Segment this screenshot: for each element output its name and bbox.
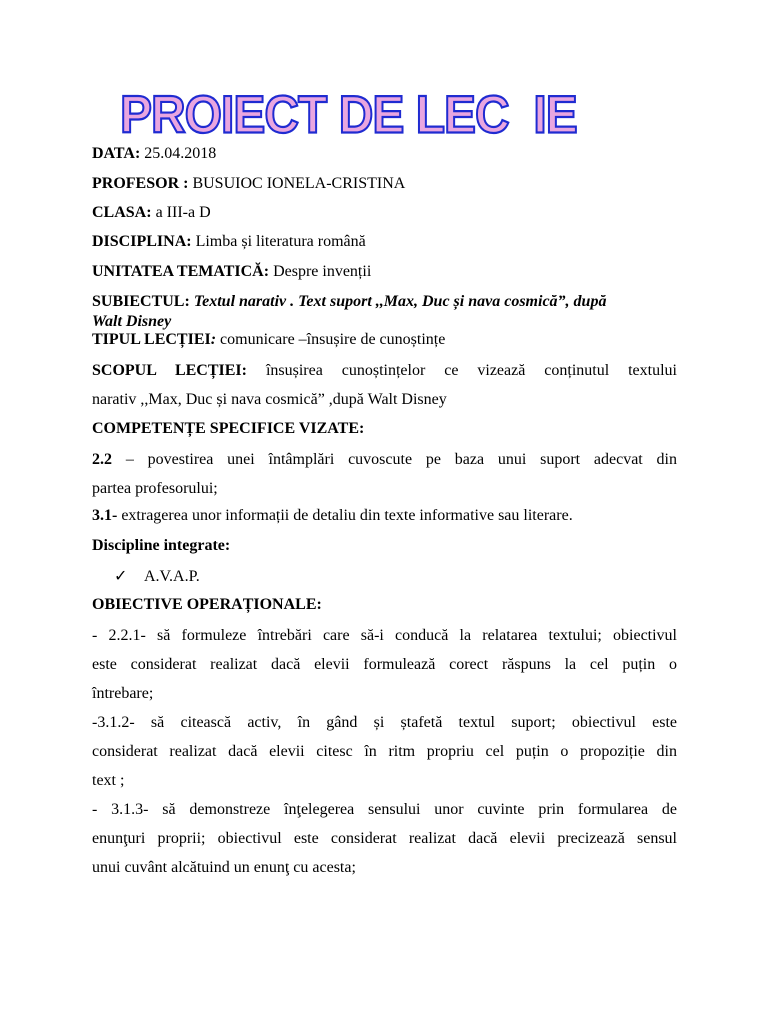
competenta-3-1-code: 3.1-: [92, 507, 118, 524]
tipul-label: TIPUL LECȚIEI: [92, 331, 211, 348]
subiectul-value-1: Textul narativ . Text suport ,,Max, Duc și nava cosmică”, după: [193, 293, 607, 310]
obiectiv-1-line-3: întrebare;: [92, 685, 154, 702]
obiective-heading: OBIECTIVE OPERAȚIONALE:: [92, 596, 322, 613]
subiectul-label: SUBIECTUL:: [92, 293, 190, 310]
competenta-2-2: [92, 445, 677, 503]
field-tipul: [92, 331, 445, 349]
competenta-2-2-text-2: partea profesorului;: [92, 480, 218, 497]
discipline-heading: Discipline integrate:: [92, 537, 231, 554]
obiectiv-3: [92, 795, 677, 882]
wordart-title: PROIECT DE LEC IE: [120, 86, 577, 145]
scopul-value-1: însușirea cunoștințelor ce vizează conținutul textului: [265, 362, 677, 379]
competenta-2-2-code: 2.2: [92, 451, 112, 468]
discipline-item: [114, 566, 200, 586]
discipline-item-text: A.V.A.P.: [144, 568, 200, 585]
field-disciplina: [92, 233, 366, 251]
field-subiectul: [92, 293, 606, 311]
obiectiv-2-line-1: -3.1.2- să citească activ, în gând și ștafetă textul suport; obiectivul este: [92, 714, 677, 731]
scopul-value-2: narativ ,,Max, Duc și nava cosmică” ,după Walt Disney: [92, 391, 447, 408]
obiectiv-1: [92, 621, 677, 708]
profesor-label: PROFESOR :: [92, 175, 189, 192]
profesor-value: BUSUIOC IONELA-CRISTINA: [192, 175, 406, 192]
subiectul-value-2: Walt Disney: [92, 313, 172, 330]
obiectiv-3-line-3: unui cuvânt alcătuind un enunţ cu acesta;: [92, 859, 356, 876]
obiectiv-2: [92, 708, 677, 795]
check-icon: ✓: [114, 568, 128, 585]
clasa-label: CLASA:: [92, 204, 152, 221]
disciplina-label: DISCIPLINA:: [92, 233, 192, 250]
competenta-2-2-row-1: [92, 445, 677, 474]
clasa-value: a III-a D: [155, 204, 211, 221]
competenta-3-1-text: extragerea unor informații de detaliu din texte informative sau literare.: [121, 507, 573, 524]
obiectiv-2-line-3: text ;: [92, 772, 125, 789]
obiectiv-3-line-2: enunţuri proprii; obiectivul este considerat realizat dacă elevii precizează sensul: [92, 830, 677, 847]
disciplina-value: Limba și literatura română: [195, 233, 366, 250]
field-data: [92, 145, 216, 163]
data-label: DATA:: [92, 145, 141, 162]
data-value: 25.04.2018: [144, 145, 217, 162]
unitatea-label: UNITATEA TEMATICĂ:: [92, 263, 270, 280]
obiectiv-1-line-2: este considerat realizat dacă elevii formulează corect răspuns la cel puțin o: [92, 656, 677, 673]
unitatea-value: Despre invenții: [273, 263, 372, 280]
tipul-value: comunicare –însușire de cunoștințe: [220, 331, 446, 348]
field-unitatea: [92, 263, 371, 281]
tipul-colon: :: [210, 331, 217, 348]
scopul-label: SCOPUL LECȚIEI:: [92, 362, 247, 379]
competenta-2-2-text-1: – povestirea unei întâmplări cuvoscute pe baza unui suport adecvat din: [125, 451, 678, 468]
obiectiv-2-line-2: considerat realizat dacă elevii citesc în ritm propriu cel puțin o propoziție din: [92, 743, 677, 760]
field-profesor: [92, 175, 405, 193]
field-scopul: [92, 356, 677, 414]
obiectiv-1-line-1: - 2.2.1- să formuleze întrebări care să-i conducă la relatarea textului; obiectivul: [92, 627, 677, 644]
field-clasa: [92, 204, 211, 222]
obiectiv-3-line-1: - 3.1.3- să demonstreze înţelegerea sensului unor cuvinte prin formularea de: [92, 801, 677, 818]
scopul-row-1: [92, 356, 677, 385]
competente-heading: COMPETENȚE SPECIFICE VIZATE:: [92, 420, 365, 437]
competenta-3-1: [92, 507, 573, 525]
